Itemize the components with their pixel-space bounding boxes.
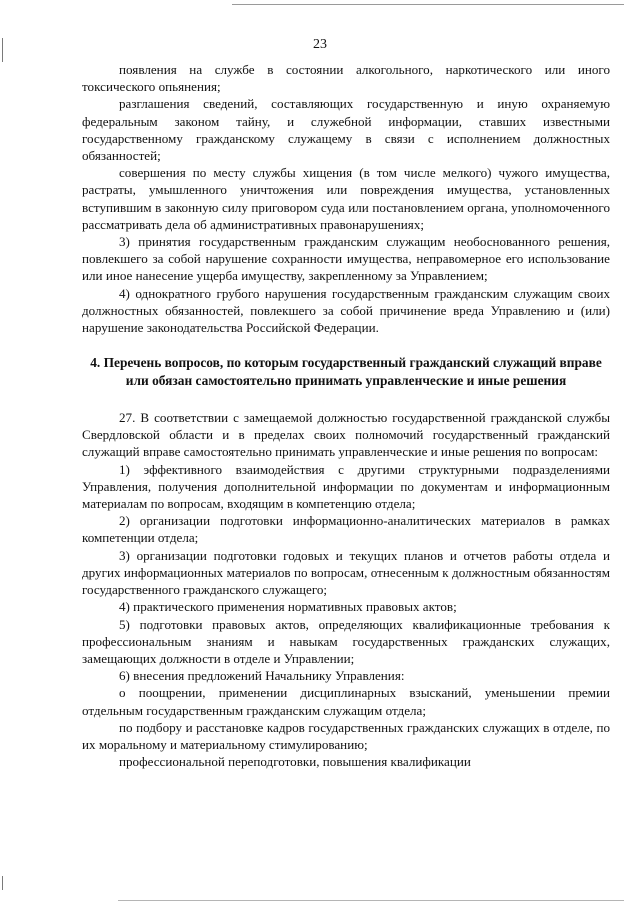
list-item: 6) внесения предложений Начальнику Управления: [119, 668, 405, 684]
list-item: 2) организации подготовки информационно-аналитических материалов в рамках компетенции отдела; [82, 513, 610, 546]
document-body [82, 61, 610, 770]
list-item: 5) подготовки правовых актов, определяющих квалификационные требования к профессиональным знаниям и навыкам государственных гражданских служащих, замещающих должности в отделе и Управлении; [82, 616, 610, 666]
paragraph: 3) принятия государственным гражданским служащим необоснованного решения, повлекшего за собой нарушение сохранности имущества, неправомерное его использование или иное нанесение ущерба имуществу, закрепленному за Управлением; [82, 234, 610, 284]
list-item: 1) эффективного взаимодействия с другими структурными подразделениями Управления, получения дополнительной информации по документам и информационным материалам по вопросам, входящим в компетенцию отдела; [82, 461, 610, 512]
list-item: профессиональной переподготовки, повышения квалификации [119, 754, 471, 770]
paragraph: появления на службе в состоянии алкогольного, наркотического или иного токсического опьянения; [82, 62, 610, 95]
top-scan-rule [232, 4, 624, 5]
paragraph: 4) однократного грубого нарушения государственным гражданским служащим своих должностных обязанностей, повлекшего за собой причинение вреда Управлению и (или) нарушение законодательства Российской Федерации. [82, 285, 610, 336]
paragraph: 27. В соответствии с замещаемой должностью государственной гражданской службы Свердловской области и в пределах своих полномочий государственный гражданский служащий вправе самостоятельно принимать управленческие и иные решения по вопросам: [82, 410, 610, 460]
paragraph: разглашения сведений, составляющих государственную и иную охраняемую федеральным законом тайну, и служебной информации, ставших известными государственному гражданскому служащему в связи с исполнением должностных обязанностей; [82, 96, 610, 164]
bottom-scan-rule [118, 900, 624, 901]
list-item: о поощрении, применении дисциплинарных взысканий, уменьшении премии отдельным государственным гражданским служащим отдела; [82, 685, 610, 718]
list-item: 3) организации подготовки годовых и текущих планов и отчетов работы отдела и других информационных материалов по вопросам, отнесенным к должностным обязанностям государственного гражданского служащего; [82, 547, 610, 598]
paragraph: совершения по месту службы хищения (в том числе мелкого) чужого имущества, растраты, умышленного уничтожения или повреждения имущества, установленных вступившим в законную силу приговором суда или постановлением органа, уполномоченного рассматривать дела об административных правонарушениях; [82, 165, 610, 232]
list-item: 4) практического применения нормативных правовых актов; [119, 599, 457, 615]
section-heading: 4. Перечень вопросов, по которым государственный гражданский служащий вправе или обязан самостоятельно принимать управленческие и иные решения [90, 355, 602, 388]
left-margin-mark [2, 876, 3, 890]
page-number: 23 [313, 37, 327, 52]
list-item: по подбору и расстановке кадров государственных гражданских служащих в отделе, по их моральному и материальному стимулированию; [82, 719, 610, 752]
